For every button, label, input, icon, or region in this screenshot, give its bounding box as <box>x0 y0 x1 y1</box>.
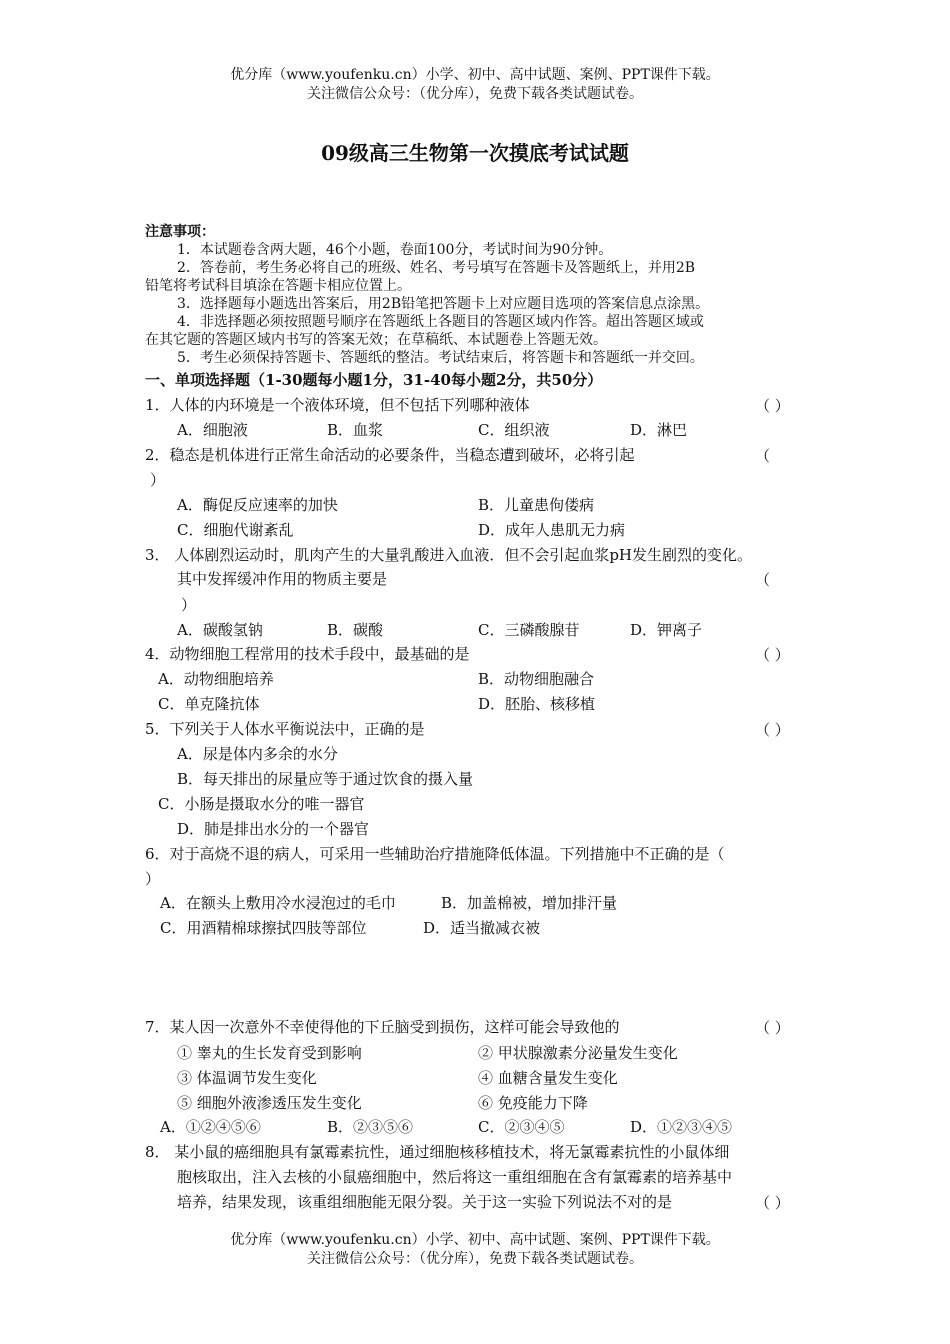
q4-stem: 4．动物细胞工程常用的技术手段中，最基础的是 <box>145 645 470 663</box>
q3-option-d: D．钾离子 <box>630 621 703 639</box>
q6-option-b: B．加盖棉被，增加排汗量 <box>441 894 618 912</box>
q5-option-d: D．肺是排出水分的一个器官 <box>177 820 370 838</box>
q3-option-c: C．三磷酸腺苷 <box>478 621 580 639</box>
note-4a: 4．非选择题必须按照题号顺序在答题纸上各题目的答题区域内作答。超出答题区域或 <box>177 314 704 330</box>
q1-answer-paren: （ ） <box>755 397 790 415</box>
q4-option-a: A．动物细胞培养 <box>158 670 274 688</box>
q4-option-b: B．动物细胞融合 <box>478 670 595 688</box>
q8-answer-paren: （ ） <box>755 1194 790 1212</box>
note-1: 1．本试题卷含两大题，46个小题，卷面100分，考试时间为90分钟。 <box>177 242 613 258</box>
note-2b: 铅笔将考试科目填涂在答题卡相应位置上。 <box>145 278 411 294</box>
q3-option-a: A．碳酸氢钠 <box>177 621 263 639</box>
q2-paren-open: （ <box>755 447 771 465</box>
q2-paren-close: ） <box>150 471 166 489</box>
footer-line-2: 关注微信公众号：（优分库），免费下载各类试题试卷。 <box>307 1251 643 1267</box>
q1-option-b: B．血浆 <box>327 421 384 439</box>
q5-answer-paren: （ ） <box>755 721 790 739</box>
q6-option-a: A．在额头上敷用冷水浸泡过的毛巾 <box>160 894 396 912</box>
q7-item-1: ① 睾丸的生长发育受到影响 <box>177 1044 362 1062</box>
q7-answer-paren: （ ） <box>755 1019 790 1037</box>
q2-option-c: C．细胞代谢紊乱 <box>177 521 294 539</box>
q7-option-a: A．①②④⑤⑥ <box>160 1118 261 1136</box>
q2-option-d: D．成年人患肌无力病 <box>478 521 626 539</box>
q5-option-c: C．小肠是摄取水分的唯一器官 <box>158 795 365 813</box>
q7-option-d: D．①②③④⑤ <box>630 1118 733 1136</box>
notes-heading: 注意事项： <box>145 224 215 240</box>
q2-option-b: B．儿童患佝偻病 <box>478 496 595 514</box>
q7-stem: 7．某人因一次意外不幸使得他的下丘脑受到损伤，这样可能会导致他的 <box>145 1018 620 1036</box>
q7-item-3: ③ 体温调节发生变化 <box>177 1069 317 1087</box>
note-2a: 2．答卷前，考生务必将自己的班级、姓名、考号填写在答题卡及答题纸上，并用2B <box>177 260 696 276</box>
section-1-heading: 一、单项选择题（1-30题每小题1分，31-40每小题2分，共50分） <box>145 371 603 389</box>
q7-item-2: ② 甲状腺激素分泌量发生变化 <box>478 1044 678 1062</box>
q8-stem-3: 培养，结果发现，该重组细胞能无限分裂。关于这一实验下列说法不对的是 <box>177 1193 673 1211</box>
q6-stem: 6．对于高烧不退的病人，可采用一些辅助治疗措施降低体温。下列措施中不正确的是（ <box>145 845 725 863</box>
note-3: 3．选择题每小题选出答案后，用2B铅笔把答题卡上对应题目选项的答案信息点涂黑。 <box>177 296 710 312</box>
q7-option-c: C．②③④⑤ <box>478 1118 565 1136</box>
q4-option-d: D．胚胎、核移植 <box>478 695 596 713</box>
note-4b: 在其它题的答题区域内书写的答案无效；在草稿纸、本试题卷上答题无效。 <box>145 332 607 348</box>
q6-paren-close: ） <box>145 870 161 888</box>
q3-stem-1: 3． 人体剧烈运动时，肌肉产生的大量乳酸进入血液．但不会引起血浆pH发生剧烈的变化。 <box>145 546 752 564</box>
footer-line-1: 优分库（www.youfenku.cn）小学、初中、高中试题、案例、PPT课件下载。 <box>230 1232 720 1248</box>
q6-option-c: C．用酒精棉球擦拭四肢等部位 <box>160 919 367 937</box>
q8-stem-1: 8． 某小鼠的癌细胞具有氯霉素抗性，通过细胞核移植技术，将无氯霉素抗性的小鼠体细 <box>145 1143 730 1161</box>
q4-answer-paren: （ ） <box>755 646 790 664</box>
q5-option-a: A．尿是体内多余的水分 <box>177 745 338 763</box>
q7-item-5: ⑤ 细胞外液渗透压发生变化 <box>177 1094 362 1112</box>
q2-stem: 2．稳态是机体进行正常生命活动的必要条件，当稳态遭到破坏，必将引起 <box>145 446 635 464</box>
header-line-1: 优分库（www.youfenku.cn）小学、初中、高中试题、案例、PPT课件下载。 <box>230 67 720 83</box>
q1-stem: 1．人体的内环境是一个液体环境，但不包括下列哪种液体 <box>145 396 530 414</box>
header-line-2: 关注微信公众号：（优分库），免费下载各类试题试卷。 <box>307 86 643 102</box>
q1-option-d: D．淋巴 <box>630 421 688 439</box>
q5-stem: 5．下列关于人体水平衡说法中，正确的是 <box>145 720 425 738</box>
note-5: 5．考生必须保持答题卡、答题纸的整洁。考试结束后，将答题卡和答题纸一并交回。 <box>177 350 704 366</box>
q1-option-c: C．组织液 <box>478 421 550 439</box>
q3-stem-2: 其中发挥缓冲作用的物质主要是 <box>177 570 388 588</box>
q8-stem-2: 胞核取出，注入去核的小鼠癌细胞中，然后将这一重组细胞在含有氯霉素的培养基中 <box>177 1168 733 1186</box>
q6-option-d: D．适当撤减衣被 <box>423 919 541 937</box>
q3-option-b: B．碳酸 <box>327 621 384 639</box>
q5-option-b: B．每天排出的尿量应等于通过饮食的摄入量 <box>177 770 474 788</box>
q1-option-a: A．细胞液 <box>177 421 248 439</box>
q3-paren-open: （ <box>755 571 771 589</box>
q3-paren-close: ） <box>181 596 197 614</box>
q2-option-a: A．酶促反应速率的加快 <box>177 496 338 514</box>
q7-option-b: B．②③⑤⑥ <box>327 1118 414 1136</box>
q7-item-6: ⑥ 免疫能力下降 <box>478 1094 588 1112</box>
page-title: 09级高三生物第一次摸底考试试题 <box>321 141 629 165</box>
q7-item-4: ④ 血糖含量发生变化 <box>478 1069 618 1087</box>
q4-option-c: C．单克隆抗体 <box>158 695 260 713</box>
